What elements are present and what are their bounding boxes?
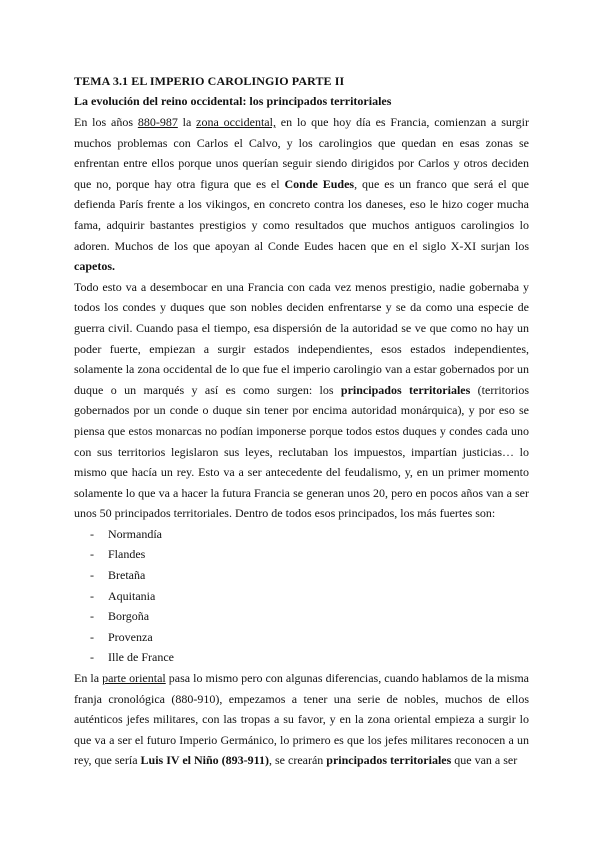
- text-run: , que es un franco que será el que defienda París frente a los vikingos, en concreto contra los daneses, eso le hizo coger mucha fama, adquirir bastantes prestigios y como resultados que muchos antiguos carolingios lo adoren. Muchos de los que apoyan al Conde Eudes hacen que en el siglo X-XI surjan los: [74, 176, 529, 253]
- text-run: Todo esto va a desembocar en una Francia con cada vez menos prestigio, nadie gobernaba y todos los condes y duques que son nobles deciden enfrentarse y se da como una especie de guerra civil. Cuando pasa el tiempo, esa dispersión de la autoridad se ve que como no hay un poder fuerte, empiezan a surgir estados independientes, esos estados independientes, solamente la zona occidental de lo que fue el imperio carolingio van a estar gobernados por un duque o un marqués y así es como surgen: los: [74, 279, 529, 397]
- document-page: [74, 73, 529, 771]
- section-heading: La evolución del reino occidental: los principados territoriales: [74, 94, 392, 108]
- list-dash: -: [90, 547, 94, 562]
- list-item-label: Provenza: [108, 629, 153, 644]
- list-item: [74, 627, 529, 648]
- bold-term-principados: principados territoriales: [340, 382, 471, 397]
- paragraph-east-kingdom: [74, 668, 529, 771]
- list-item: [74, 586, 529, 607]
- bold-term-luis-iv: Luis IV el Niño (893-911): [140, 753, 269, 768]
- list-item-label: Aquitania: [108, 588, 156, 603]
- text-run: que van a ser: [451, 753, 518, 768]
- date-range-underlined: 880-987: [137, 115, 178, 129]
- bold-term-conde-eudes: Conde Eudes: [284, 176, 355, 191]
- text-run: pasa lo mismo pero con algunas diferencias, cuando hablamos de la misma franja cronológica (880-910), empezamos a tener una serie de nobles, muchos de ellos auténticos jefes militares, con las tropas a su favor, y en la zona oriental empieza a surgir lo que va a ser el futuro Imperio Germánico, lo primero es que los jefes militares reconocen a un rey, que sería: [74, 671, 529, 768]
- list-item: [74, 647, 529, 668]
- paragraph-principados: [74, 277, 529, 524]
- list-dash: -: [90, 650, 94, 665]
- list-item: [74, 524, 529, 545]
- text-run: En la: [74, 671, 103, 686]
- text-run: en lo que hoy día es Francia, comienzan a surgir muchos problemas con Carlos el Calvo, y los carolingios que quedan en esas zonas se enfrentan entre ellos porque unos querían seguir siendo dirigidos por Carlos y otros deciden que no, porque hay otra figura que es el: [74, 115, 529, 191]
- list-dash: -: [90, 609, 94, 624]
- list-item-label: Normandía: [108, 526, 162, 541]
- list-dash: -: [90, 526, 94, 541]
- principados-list: [74, 524, 529, 668]
- zone-underlined: zona occidental,: [196, 115, 276, 129]
- list-item-label: Flandes: [108, 547, 146, 562]
- list-item: [74, 544, 529, 565]
- list-item-label: Bretaña: [108, 568, 146, 583]
- text-run: , se crearán: [269, 753, 327, 768]
- text-run: (territorios gobernados por un conde o duque sin tener por encima autoridad monárquica), y por eso se piensa que estos monarcas no podían imponerse porque todos estos duques y condes cada uno con sus territorios legislaron sus leyes, reclutaban los impuestos, impartían justicias… lo mismo que hacía un rey. Esto va a ser antecedente del feudalismo, y, en un primer momento solamente lo que va a hacer la futura Francia se generan unos 20, pero en pocos años van a ser unos 50 principados territoriales. Dentro de todos esos principados, los más fuertes son:: [74, 382, 529, 521]
- text-run: En los años: [74, 115, 138, 129]
- bold-term-principados: principados territoriales: [326, 753, 452, 768]
- document-title: TEMA 3.1 EL IMPERIO CAROLINGIO PARTE II: [74, 74, 345, 88]
- list-dash: -: [90, 568, 94, 583]
- text-run: la: [177, 115, 197, 129]
- zone-underlined: parte oriental: [102, 671, 166, 686]
- list-dash: -: [90, 629, 94, 644]
- list-dash: -: [90, 588, 94, 603]
- paragraph-west-kingdom: [74, 112, 529, 277]
- list-item-label: Ille de France: [108, 650, 174, 665]
- list-item: [74, 565, 529, 586]
- list-item-label: Borgoña: [108, 609, 150, 624]
- bold-term-capetos: capetos.: [74, 259, 115, 274]
- list-item: [74, 606, 529, 627]
